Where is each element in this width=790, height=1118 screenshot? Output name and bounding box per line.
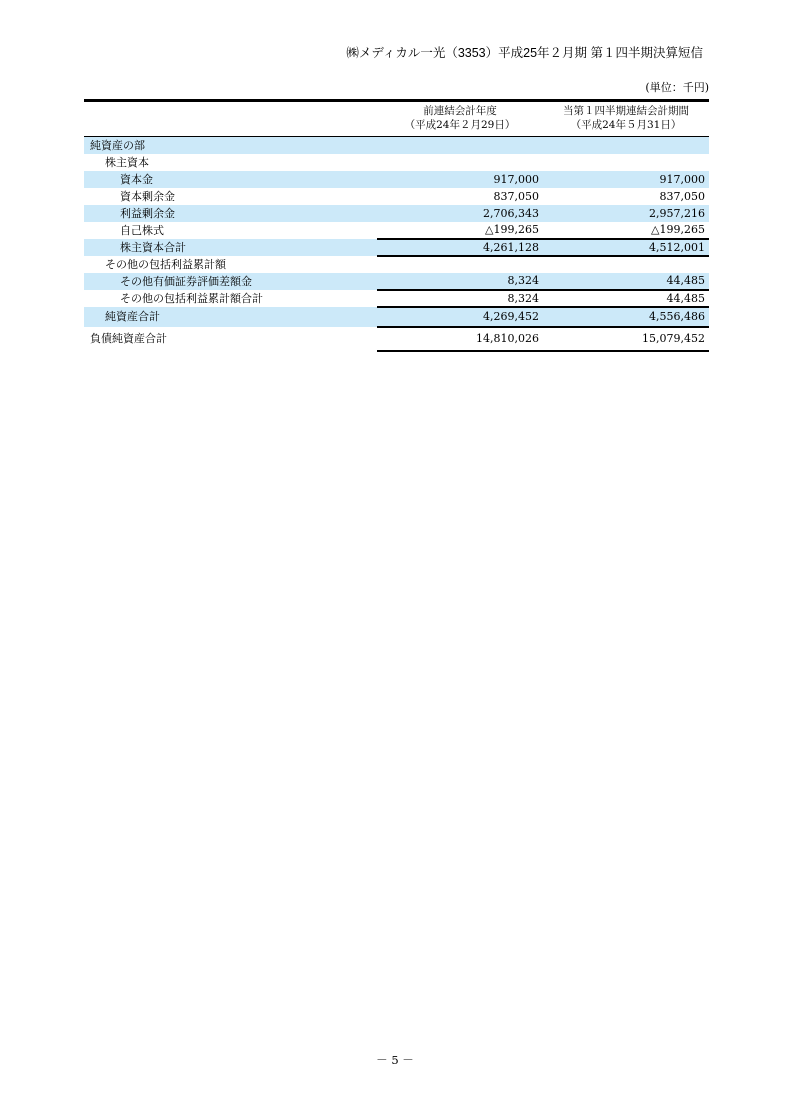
value-cell: 8,324 xyxy=(377,273,543,290)
row-label: 株主資本 xyxy=(105,155,149,169)
row-label: その他の包括利益累計額 xyxy=(105,257,226,271)
value-cell: 4,512,001 xyxy=(543,239,709,256)
value-cell: 15,079,452 xyxy=(543,327,709,351)
value-cell: 837,050 xyxy=(659,189,705,203)
row-label: 株主資本合計 xyxy=(84,239,377,256)
corner-cell xyxy=(84,101,377,137)
value-cell: 14,810,026 xyxy=(377,327,543,351)
value-cell xyxy=(543,137,709,154)
row-label: 資本金 xyxy=(84,171,377,188)
row-label: 負債純資産合計 xyxy=(90,332,167,345)
column-header-line2: （平成24年５月31日） xyxy=(570,119,682,131)
table-header-row xyxy=(84,101,709,137)
table-row xyxy=(84,307,709,327)
value-cell xyxy=(377,154,543,171)
row-label: 自己株式 xyxy=(120,223,164,237)
table-row xyxy=(84,154,709,171)
value-cell: 4,556,486 xyxy=(543,307,709,327)
value-cell xyxy=(543,256,709,273)
value-cell: 917,000 xyxy=(377,171,543,188)
row-label: その他有価証券評価差額金 xyxy=(84,273,377,290)
value-cell: 44,485 xyxy=(543,290,709,307)
table-row xyxy=(84,327,709,351)
column-header-previous-fiscal-year xyxy=(377,101,543,137)
unit-label: (単位：千円) xyxy=(645,81,709,94)
column-header-current-quarter xyxy=(543,101,709,137)
row-label: 純資産の部 xyxy=(84,137,377,154)
value-cell: △199,265 xyxy=(543,222,709,239)
column-header-line2: （平成24年２月29日） xyxy=(404,119,516,131)
table-header xyxy=(84,101,709,137)
table-row xyxy=(84,273,709,290)
value-cell: 4,269,452 xyxy=(377,307,543,327)
column-header-line1: 当第１四半期連結会計期間 xyxy=(563,105,689,117)
value-cell: 4,261,128 xyxy=(377,239,543,256)
row-label: その他の包括利益累計額合計 xyxy=(120,291,263,305)
value-cell xyxy=(543,154,709,171)
balance-sheet-table xyxy=(84,99,709,352)
table-body xyxy=(84,137,709,351)
value-cell xyxy=(377,137,543,154)
value-cell: 8,324 xyxy=(377,290,543,307)
value-cell: 44,485 xyxy=(543,273,709,290)
table-row xyxy=(84,137,709,154)
value-cell: 917,000 xyxy=(543,171,709,188)
table-row xyxy=(84,222,709,239)
table-row xyxy=(84,290,709,307)
row-label: 資本剰余金 xyxy=(120,189,175,203)
table-row xyxy=(84,188,709,205)
table-row xyxy=(84,256,709,273)
table-row xyxy=(84,171,709,188)
value-cell: △199,265 xyxy=(377,222,543,239)
table-row xyxy=(84,239,709,256)
value-cell: 2,957,216 xyxy=(543,205,709,222)
value-cell xyxy=(377,256,543,273)
column-header-line1: 前連結会計年度 xyxy=(423,105,497,117)
row-label: 純資産合計 xyxy=(84,307,377,327)
value-cell: 837,050 xyxy=(493,189,539,203)
value-cell: 2,706,343 xyxy=(377,205,543,222)
page-header-title: ㈱メディカル一光（3353）平成25年２月期 第１四半期決算短信 xyxy=(346,46,703,60)
table-row xyxy=(84,205,709,222)
page-number: － 5 － xyxy=(376,1053,414,1067)
row-label: 利益剰余金 xyxy=(84,205,377,222)
